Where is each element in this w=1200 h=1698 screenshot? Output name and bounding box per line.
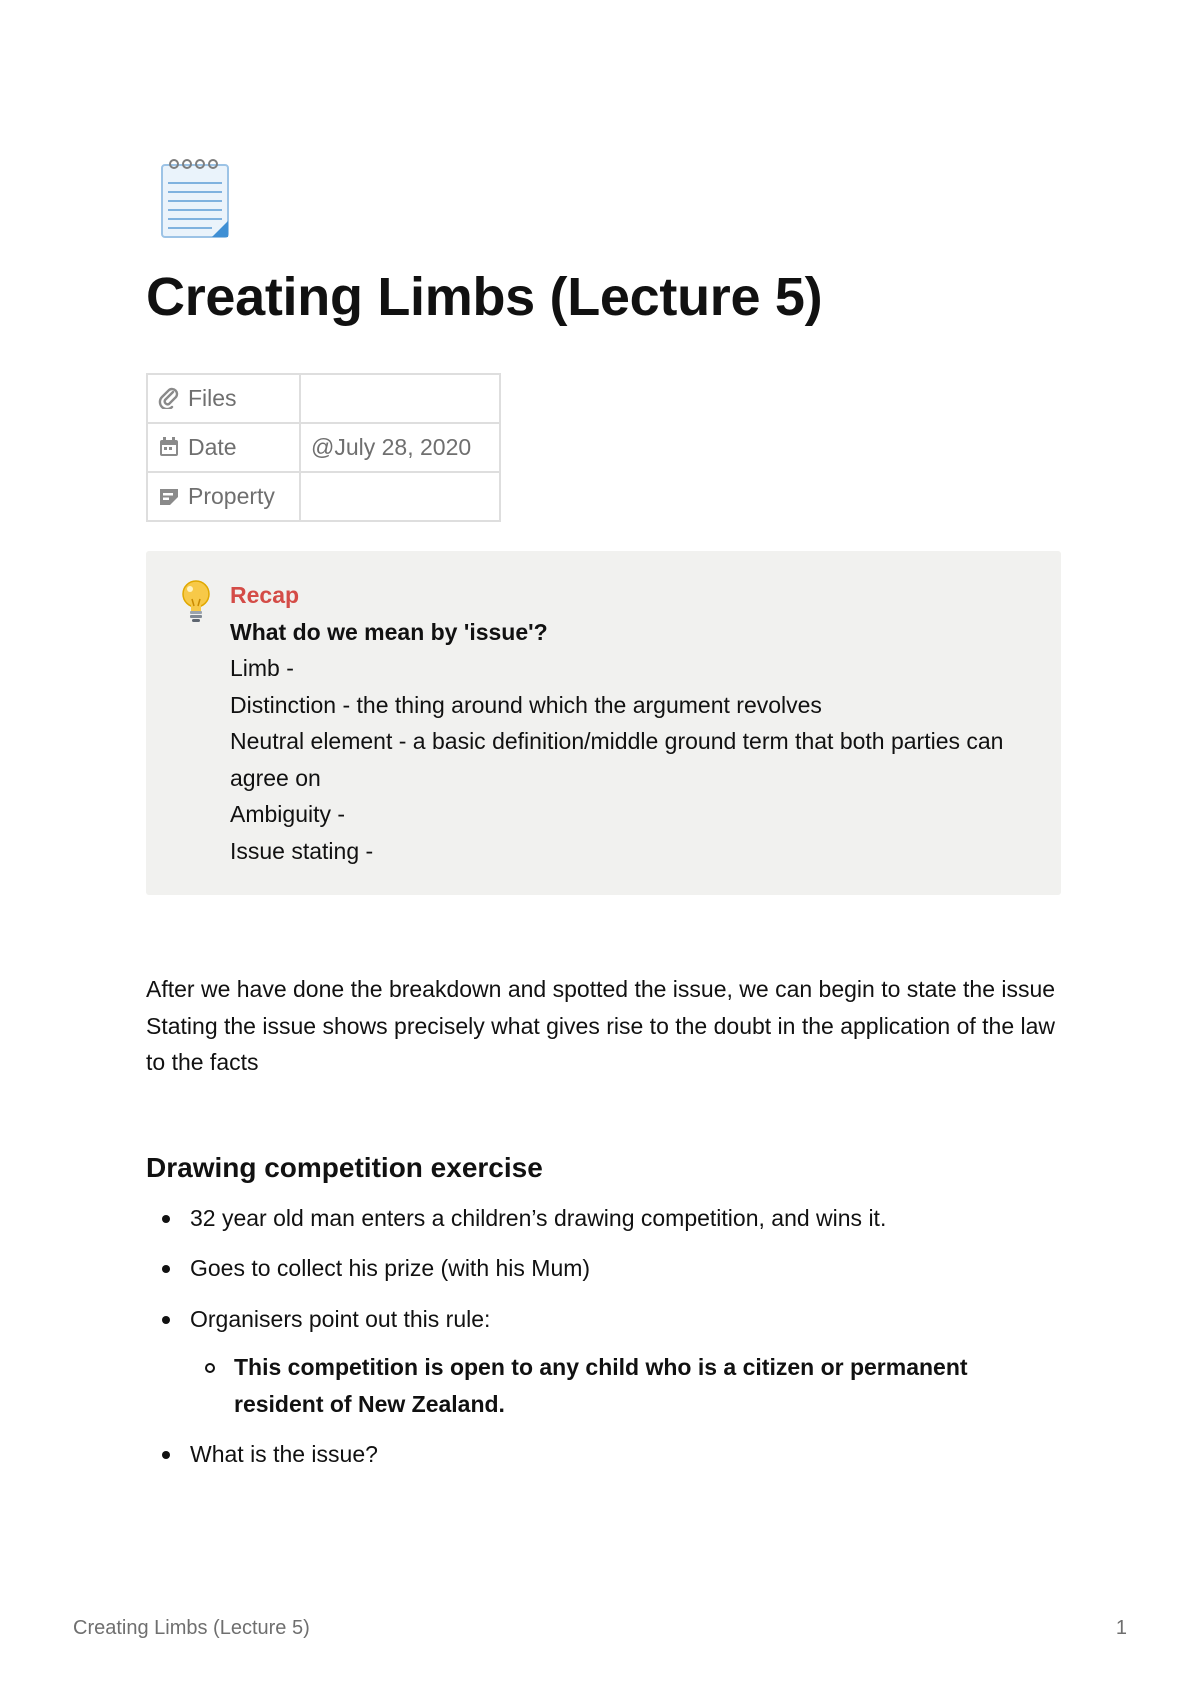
callout-heading: Recap [230, 582, 300, 608]
callout-line: Limb - [230, 655, 294, 681]
section-heading: Drawing competition exercise [146, 1151, 543, 1183]
list-item: Goes to collect his prize (with his Mum) [146, 1250, 1061, 1287]
body-text [146, 971, 1061, 1081]
lightbulb-icon [176, 579, 216, 625]
sub-list-item: This competition is open to any child who is a citizen or permanent resident of New Zealand. [190, 1349, 1061, 1422]
paragraph: Stating the issue shows precisely what gives rise to the doubt in the application of the law to the facts [146, 1012, 1056, 1075]
document-page [146, 155, 1061, 1487]
callout-body [230, 577, 1021, 869]
property-key-date [147, 423, 300, 472]
callout-subheading: What do we mean by 'issue'? [230, 618, 548, 645]
page-number: 1 [1115, 1617, 1127, 1639]
attachment-icon [158, 387, 180, 409]
list-item-text: Organisers point out this rule: [190, 1305, 491, 1332]
list-item: What is the issue? [146, 1436, 1061, 1473]
page-title: Creating Limbs (Lecture 5) [146, 267, 823, 327]
calendar-icon [158, 436, 180, 458]
properties-table [146, 373, 501, 522]
callout-line: Neutral element - a basic definition/middle ground term that both parties can agree on [230, 728, 1004, 791]
recap-callout [146, 551, 1061, 895]
property-key-files [147, 374, 300, 423]
bullet-list [146, 1200, 1061, 1473]
property-value-property[interactable] [300, 472, 500, 521]
notepad-icon [156, 155, 234, 243]
list-item [146, 1301, 1061, 1423]
property-row-property [147, 472, 500, 521]
property-value-files[interactable] [300, 374, 500, 423]
text-property-icon [158, 485, 180, 507]
property-label-files: Files [188, 385, 237, 411]
property-label-date: Date [188, 434, 237, 460]
callout-line: Distinction - the thing around which the argument revolves [230, 691, 822, 718]
property-key-property [147, 472, 300, 521]
callout-line: Ambiguity - [230, 801, 346, 827]
paragraph: After we have done the breakdown and spotted the issue, we can begin to state the issue [146, 976, 1056, 1002]
property-value-date[interactable]: @July 28, 2020 [300, 423, 500, 472]
property-label-property: Property [188, 483, 275, 509]
property-row-files [147, 374, 500, 423]
callout-line: Issue stating - [230, 837, 374, 864]
footer-title: Creating Limbs (Lecture 5) [73, 1617, 310, 1639]
property-row-date [147, 423, 500, 472]
list-item: 32 year old man enters a children’s drawing competition, and wins it. [146, 1200, 1061, 1237]
sub-bullet-list [190, 1349, 1061, 1422]
